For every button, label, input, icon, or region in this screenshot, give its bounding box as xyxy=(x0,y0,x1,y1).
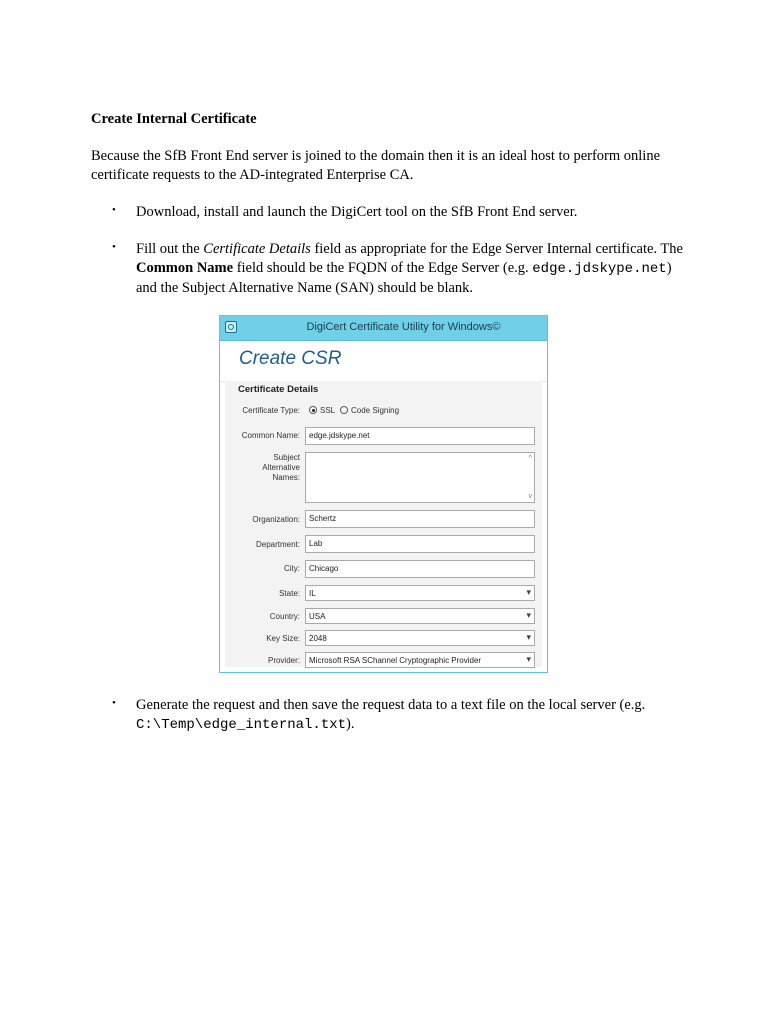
chevron-down-icon: ▾ xyxy=(526,610,531,620)
bullet-marker: • xyxy=(112,697,116,709)
code-signing-radio[interactable] xyxy=(340,406,348,414)
organization-label: Organization: xyxy=(252,515,300,524)
certificate-details-panel xyxy=(225,381,542,667)
cert-type-label: Certificate Type: xyxy=(242,406,300,415)
state-label: State: xyxy=(279,589,300,598)
country-select[interactable] xyxy=(305,608,535,624)
organization-input[interactable]: Schertz xyxy=(305,510,535,528)
key-size-value: 2048 xyxy=(309,634,327,643)
state-value: IL xyxy=(309,589,316,598)
digicert-dialog xyxy=(219,315,548,673)
provider-select[interactable] xyxy=(305,652,535,668)
bullet-generate-text: Generate the request and then save the request data to a text file on the local server (e.g. C:\Temp\edge_internal.txt). xyxy=(136,697,646,733)
chevron-down-icon: ▾ xyxy=(526,587,531,597)
provider-label: Provider: xyxy=(267,656,300,665)
section-heading: Create Internal Certificate xyxy=(91,111,257,127)
csr-header xyxy=(220,341,547,382)
window-title: DigiCert Certificate Utility for Windows© xyxy=(306,321,501,333)
country-label: Country: xyxy=(269,612,300,621)
ssl-radio[interactable] xyxy=(309,406,317,414)
window-titlebar xyxy=(220,316,547,341)
chevron-down-icon: ▾ xyxy=(526,654,531,664)
code-signing-radio-label: Code Signing xyxy=(351,406,400,415)
san-textarea[interactable] xyxy=(305,452,535,503)
city-label: City: xyxy=(284,564,300,573)
ssl-radio-label: SSL xyxy=(320,406,336,415)
common-name-input[interactable]: edge.jdskype.net xyxy=(305,427,535,445)
city-input[interactable]: Chicago xyxy=(305,560,535,578)
bullet-marker: • xyxy=(112,241,116,253)
bullet-fill-out-text: Fill out the Certificate Details field as appropriate for the Edge Server Internal certificate. The Common Name field should be the FQDN of the Edge Server (e.g. edge.jdskype.net) and the Subject Alternative Name (SAN) should be blank. xyxy=(136,241,683,296)
state-select[interactable] xyxy=(305,585,535,601)
certificate-details-title: Certificate Details xyxy=(238,384,319,395)
scroll-down-icon[interactable]: v xyxy=(528,493,532,500)
key-size-select[interactable] xyxy=(305,630,535,646)
scroll-up-icon[interactable]: ^ xyxy=(528,455,532,462)
provider-value: Microsoft RSA SChannel Cryptographic Provider xyxy=(309,656,482,665)
intro-paragraph: Because the SfB Front End server is joined to the domain then it is an ideal host to perform online certificate requests to the AD-integrated Enterprise CA. xyxy=(91,148,661,183)
common-name-label: Common Name: xyxy=(241,431,300,440)
bullet-marker: • xyxy=(112,204,116,216)
key-size-label: Key Size: xyxy=(266,634,300,643)
country-value: USA xyxy=(309,612,326,621)
chevron-down-icon: ▾ xyxy=(526,632,531,642)
csr-title: Create CSR xyxy=(239,348,342,369)
department-input[interactable]: Lab xyxy=(305,535,535,553)
department-label: Department: xyxy=(255,540,300,549)
san-label: Subject Alternative Names: xyxy=(262,453,300,482)
bullet-download-text: Download, install and launch the DigiCert tool on the SfB Front End server. xyxy=(136,204,578,220)
